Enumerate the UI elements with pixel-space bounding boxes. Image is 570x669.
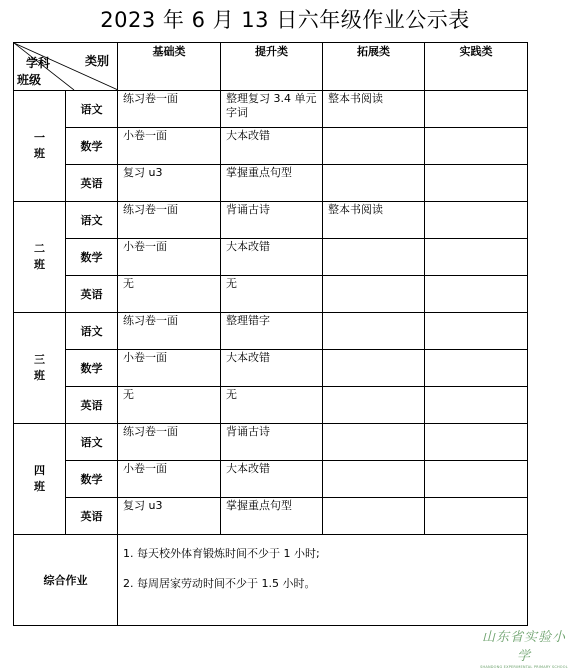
homework-cell: 练习卷一面 xyxy=(118,202,221,239)
logo-chinese-name: 山东省实验小学 xyxy=(481,630,566,664)
table-row xyxy=(14,313,528,350)
table-row xyxy=(14,202,528,239)
homework-cell: 大本改错 xyxy=(221,350,323,387)
corner-category-label: 类别 xyxy=(84,54,109,68)
homework-cell: 大本改错 xyxy=(221,461,323,498)
column-header-basic: 基础类 xyxy=(118,43,221,91)
homework-cell: 掌握重点句型 xyxy=(221,498,323,535)
page-title: 2023 年 6 月 13 日六年级作业公示表 xyxy=(100,8,470,32)
column-header-advanced: 提升类 xyxy=(221,43,323,91)
subject-cell: 语文 xyxy=(66,202,118,239)
homework-cell xyxy=(425,276,528,313)
subject-cell: 语文 xyxy=(66,313,118,350)
class-name-cell: 二 班 xyxy=(14,202,66,313)
homework-cell: 大本改错 xyxy=(221,128,323,165)
homework-cell xyxy=(323,128,425,165)
summary-label: 综合作业 xyxy=(14,535,118,626)
homework-cell: 复习 u3 xyxy=(118,165,221,202)
school-logo xyxy=(478,626,570,669)
subject-cell: 语文 xyxy=(66,424,118,461)
homework-table xyxy=(13,42,528,626)
subject-cell: 数学 xyxy=(66,128,118,165)
table-row xyxy=(14,91,528,128)
homework-cell: 复习 u3 xyxy=(118,498,221,535)
homework-cell xyxy=(323,387,425,424)
homework-cell: 无 xyxy=(221,387,323,424)
table-row xyxy=(14,498,528,535)
homework-cell xyxy=(323,276,425,313)
homework-cell: 大本改错 xyxy=(221,239,323,276)
header-row xyxy=(14,43,528,91)
subject-cell: 英语 xyxy=(66,387,118,424)
table-row xyxy=(14,350,528,387)
homework-cell xyxy=(425,313,528,350)
subject-cell: 语文 xyxy=(66,91,118,128)
homework-cell xyxy=(425,350,528,387)
homework-cell: 练习卷一面 xyxy=(118,91,221,128)
homework-cell: 背诵古诗 xyxy=(221,202,323,239)
homework-cell xyxy=(425,498,528,535)
homework-cell: 掌握重点句型 xyxy=(221,165,323,202)
homework-cell: 无 xyxy=(221,276,323,313)
summary-items-cell xyxy=(118,535,528,626)
subject-cell: 数学 xyxy=(66,350,118,387)
summary-item: 2. 每周居家劳动时间不少于 1.5 小时。 xyxy=(123,577,316,590)
homework-cell: 背诵古诗 xyxy=(221,424,323,461)
class-name-cell: 一 班 xyxy=(14,91,66,202)
homework-cell: 练习卷一面 xyxy=(118,424,221,461)
homework-cell xyxy=(425,461,528,498)
homework-cell: 练习卷一面 xyxy=(118,313,221,350)
table-row xyxy=(14,387,528,424)
subject-cell: 数学 xyxy=(66,461,118,498)
corner-header-cell xyxy=(14,43,118,91)
homework-cell: 小卷一面 xyxy=(118,239,221,276)
homework-cell: 小卷一面 xyxy=(118,350,221,387)
table-row xyxy=(14,461,528,498)
homework-cell xyxy=(323,165,425,202)
homework-cell xyxy=(425,387,528,424)
homework-cell: 无 xyxy=(118,387,221,424)
homework-cell: 整本书阅读 xyxy=(323,91,425,128)
homework-cell xyxy=(425,165,528,202)
homework-cell xyxy=(323,461,425,498)
homework-cell xyxy=(323,424,425,461)
homework-cell xyxy=(323,498,425,535)
table-row xyxy=(14,276,528,313)
subject-cell: 英语 xyxy=(66,276,118,313)
homework-cell: 无 xyxy=(118,276,221,313)
homework-cell xyxy=(323,350,425,387)
subject-cell: 英语 xyxy=(66,498,118,535)
table-row xyxy=(14,424,528,461)
homework-cell xyxy=(425,128,528,165)
homework-cell: 整本书阅读 xyxy=(323,202,425,239)
homework-cell: 小卷一面 xyxy=(118,461,221,498)
corner-class-label: 班级 xyxy=(17,73,42,87)
homework-cell xyxy=(323,239,425,276)
logo-english-name: SHANDONG EXPERIMENTAL PRIMARY SCHOOL xyxy=(480,665,568,669)
homework-cell xyxy=(425,424,528,461)
column-header-extension: 拓展类 xyxy=(323,43,425,91)
homework-cell: 整理错字 xyxy=(221,313,323,350)
subject-cell: 英语 xyxy=(66,165,118,202)
table-row xyxy=(14,165,528,202)
homework-cell xyxy=(425,202,528,239)
summary-row xyxy=(14,535,528,626)
homework-cell xyxy=(425,239,528,276)
homework-cell: 整理复习 3.4 单元字词 xyxy=(221,91,323,128)
homework-cell xyxy=(323,313,425,350)
table-row xyxy=(14,128,528,165)
homework-cell xyxy=(425,91,528,128)
homework-cell: 小卷一面 xyxy=(118,128,221,165)
column-header-practice: 实践类 xyxy=(425,43,528,91)
class-name-cell: 三 班 xyxy=(14,313,66,424)
class-name-cell: 四 班 xyxy=(14,424,66,535)
subject-cell: 数学 xyxy=(66,239,118,276)
summary-item: 1. 每天校外体育锻炼时间不少于 1 小时; xyxy=(123,547,320,560)
table-row xyxy=(14,239,528,276)
corner-subject-label: 学科 xyxy=(26,56,51,70)
